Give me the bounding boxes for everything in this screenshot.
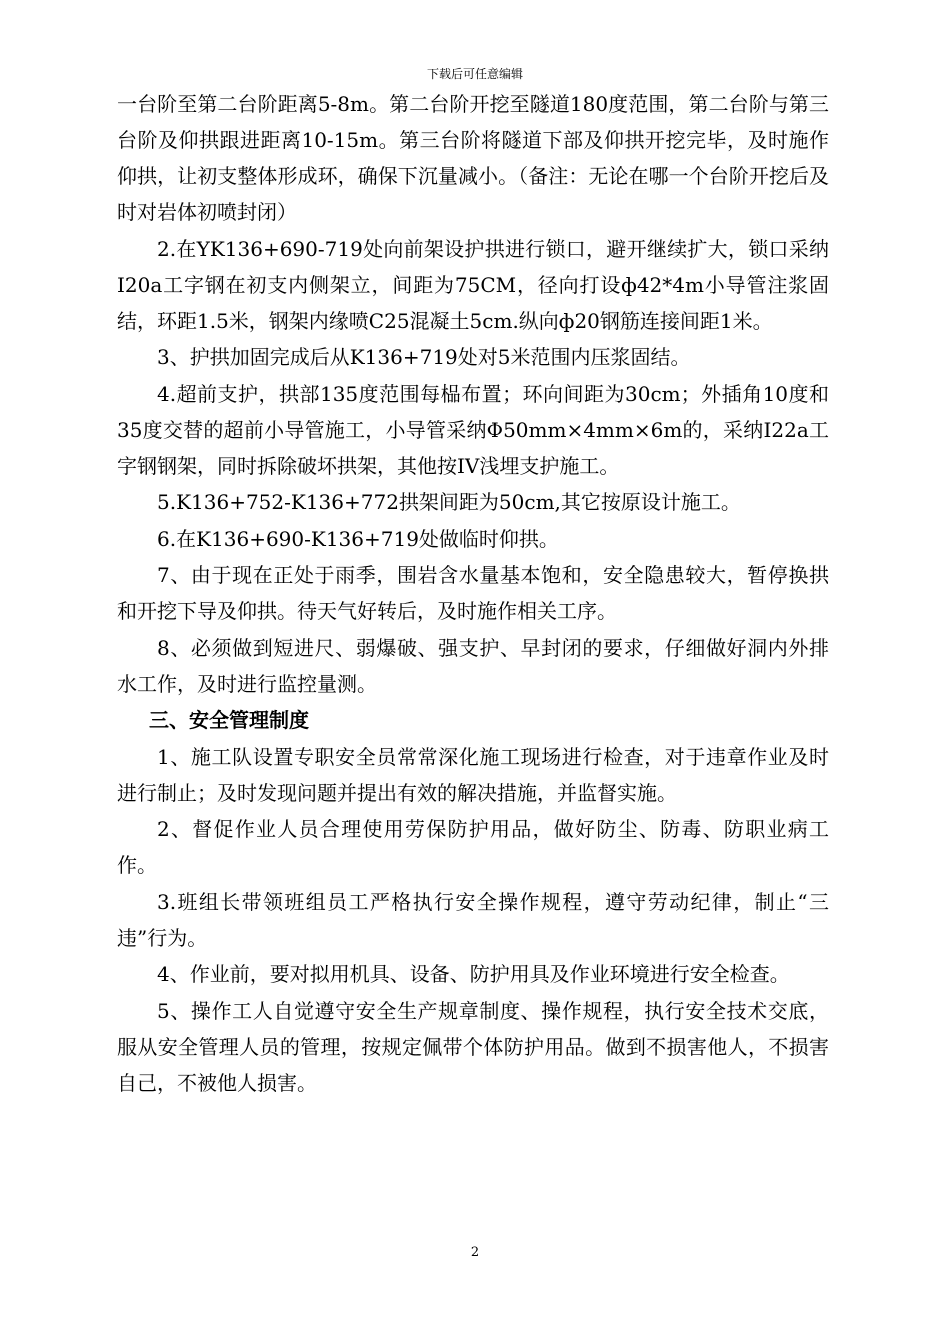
page-number: 2 [470,1245,480,1260]
paragraph-item-2: 2.在YK136+690-719处向前架设护拱进行锁口，避开继续扩大，锁口采纳I20a工字钢在初支内侧架立，间距为75CM，径向打设ф42*4m小导管注浆固结，环距1.5米，钢架内缘喷C25混凝土5cm.纵向ф20钢筋连接间距1米。 [117,236,829,333]
paragraph-item-7: 7、由于现在正处于雨季，围岩含水量基本饱和，安全隐患较大，暂停换拱和开挖下导及仰拱。待天气好转后，及时施作相关工序。 [117,563,829,623]
paragraph-item-4: 4.超前支护，拱部135度范围每榀布置；环向间距为30cm；外插角10度和35度交替的超前小导管施工，小导管采纳Φ50mm×4mm×6m的，采纳I22a工字钢钢架，同时拆除破坏拱架，其他按IV浅埋支护施工。 [117,381,829,478]
safety-item-1: 1、施工队设置专职安全员常常深化施工现场进行检查，对于违章作业及时进行制止；及时发现问题并提出有效的解决措施，并监督实施。 [117,744,829,805]
paragraph-item-6: 6.在K136+690-K136+719处做临时仰拱。 [157,526,559,551]
safety-item-5: 5、操作工人自觉遵守安全生产规章制度、操作规程，执行安全技术交底，服从安全管理人员的管理，按规定佩带个体防护用品。做到不损害他人，不损害自己，不被他人损害。 [117,998,829,1095]
safety-item-3: 3.班组长带领班组员工严格执行安全操作规程，遵守劳动纪律，制止“三违”行为。 [117,889,829,950]
paragraph-continuation: 一台阶至第二台阶距离5-8m。第二台阶开挖至隧道180度范围，第二台阶与第三台阶及仰拱跟进距离10-15m。第三台阶将隧道下部及仰拱开挖完毕，及时施作仰拱，让初支整体形成环，确保下沉量减小。（备注：无论在哪一个台阶开挖后及时对岩体初喷封闭） [117,92,829,224]
paragraph-item-8: 8、必须做到短进尺、弱爆破、强支护、早封闭的要求，仔细做好洞内外排水工作，及时进行监控量测。 [117,635,829,696]
safety-item-2: 2、督促作业人员合理使用劳保防护用品，做好防尘、防毒、防职业病工作。 [117,817,829,877]
paragraph-item-3: 3、护拱加固完成后从K136+719处对5米范围内压浆固结。 [157,345,691,369]
document-body [117,86,829,1101]
safety-item-4: 4、作业前，要对拟用机具、设备、防护用具及作业环境进行安全检查。 [157,962,790,986]
header-note: 下载后可任意编辑 [426,67,523,81]
section-heading: 三、安全管理制度 [149,708,309,732]
paragraph-item-5: 5.K136+752-K136+772拱架间距为50cm,其它按原设计施工。 [157,490,741,514]
